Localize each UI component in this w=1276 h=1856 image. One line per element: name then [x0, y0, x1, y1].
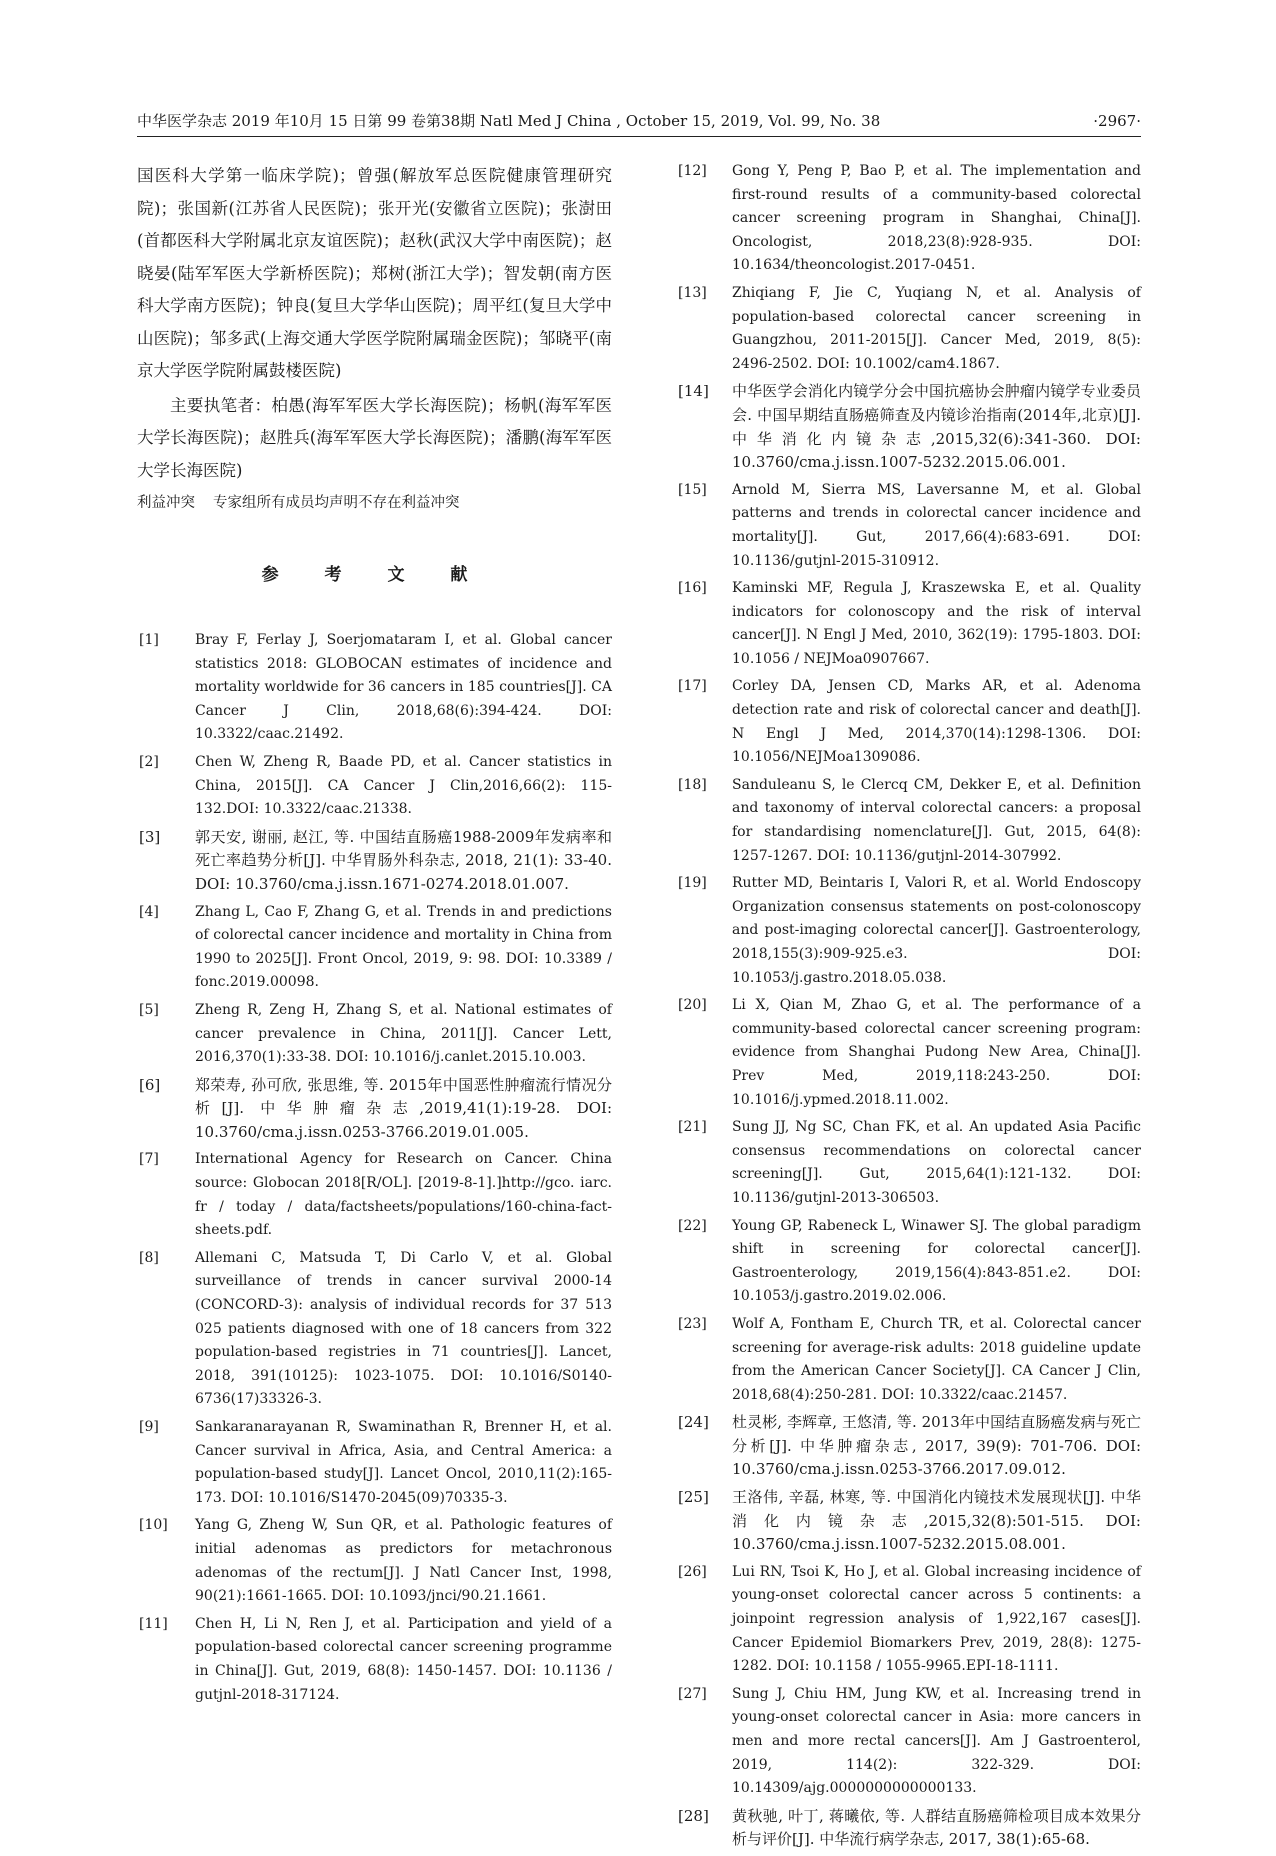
reference-text: Chen H, Li N, Ren J, et al. Participation and yield of a population-based colorectal cancer screening programme in China[J]. Gut, 2019, 68(8): 1450-1457. DOI: 10.1136 / gutjnl-2018-317124.	[195, 1615, 612, 1703]
reference-item	[137, 1247, 612, 1412]
reference-text: Zheng R, Zeng H, Zhang S, et al. National estimates of cancer prevalence in China, 2011[J]. Cancer Lett, 2016,370(1):33-38. DOI: 10.1016/j.canlet.2015.10.003.	[195, 1001, 612, 1066]
reference-text: 郭天安, 谢丽, 赵江, 等. 中国结直肠癌1988-2009年发病率和死亡率趋势分析[J]. 中华胃肠外科杂志, 2018, 21(1): 33-40. DOI: 10.3760/cma.j.issn.1671-0274.2018.01.007.	[195, 827, 612, 893]
reference-text: Sanduleanu S, le Clercq CM, Dekker E, et al. Definition and taxonomy of interval colorectal cancers: a proposal for standardising nomenclature[J]. Gut, 2015, 64(8): 1257-1267. DOI: 10.1136/gutjnl-2014-307992.	[732, 776, 1141, 864]
reference-text: Li X, Qian M, Zhao G, et al. The performance of a community-based colorectal cancer screening program: evidence from Shanghai Pudong New Area, China[J]. Prev Med, 2019,118:243-250. DOI: 10.1016/j.ypmed.2018.11.002.	[732, 997, 1141, 1108]
reference-item	[676, 1683, 1141, 1801]
reference-number: [5]	[139, 1001, 159, 1018]
reference-number: [26]	[678, 1563, 707, 1580]
page-number: ·2967·	[1093, 112, 1141, 130]
reference-item	[676, 160, 1141, 278]
reference-text: International Agency for Research on Cancer. China source: Globocan 2018[R/OL]. [2019-8-1].]http://gco. iarc. fr / today / data/factsheets/populations/160-china-fact-sheets.pdf.	[195, 1151, 612, 1239]
reference-item	[676, 675, 1141, 769]
reference-text: Young GP, Rabeneck L, Winawer SJ. The global paradigm shift in screening for colorectal cancer[J]. Gastroenterology, 2019,156(4):843-851.e2. DOI: 10.1053/j.gastro.2019.02.006.	[732, 1217, 1141, 1305]
reference-text: Yang G, Zheng W, Sun QR, et al. Pathologic features of initial adenomas as predictors for metachronous adenomas of the rectum[J]. J Natl Cancer Inst, 1998, 90(21):1661-1665. DOI: 10.1093/jnci/90.21.1661.	[195, 1517, 612, 1605]
reference-text: Lui RN, Tsoi K, Ho J, et al. Global increasing incidence of young-onset colorectal cancer across 5 continents: a joinpoint regression analysis of 1,922,167 cases[J]. Cancer Epidemiol Biomarkers Prev, 2019, 28(8): 1275-1282. DOI: 10.1158 / 1055-9965.EPI-18-1111.	[732, 1563, 1141, 1675]
reference-number: [9]	[139, 1419, 159, 1435]
reference-number: [3]	[139, 827, 161, 846]
reference-item	[676, 1116, 1141, 1210]
reference-item	[676, 1215, 1141, 1309]
reference-number: [27]	[678, 1685, 707, 1702]
reference-item	[676, 774, 1141, 868]
reference-text: 黄秋驰, 叶丁, 蒋曦依, 等. 人群结直肠癌筛检项目成本效果分析与评价[J]. 中华流行病学杂志, 2017, 38(1):65-68.	[732, 1806, 1141, 1849]
reference-number: [14]	[678, 382, 709, 401]
reference-item	[676, 1805, 1141, 1852]
reference-item	[676, 479, 1141, 573]
reference-item	[676, 380, 1141, 474]
running-header	[137, 106, 1141, 137]
reference-number: [18]	[678, 776, 707, 793]
reference-item	[137, 1148, 612, 1242]
reference-number: [8]	[139, 1249, 159, 1266]
reference-number: [21]	[678, 1119, 707, 1136]
reference-text: Zhang L, Cao F, Zhang G, et al. Trends in and predictions of colorectal cancer incidence and mortality in China from 1990 to 2025[J]. Front Oncol, 2019, 9: 98. DOI: 10.3389 / fonc.2019.00098.	[195, 903, 612, 991]
reference-item	[137, 901, 612, 995]
reference-item	[137, 1514, 612, 1608]
reference-number: [28]	[678, 1806, 709, 1825]
main-writers-paragraph: 主要执笔者：柏愚(海军军医大学长海医院)；杨帆(海军军医大学长海医院)；赵胜兵(海军军医大学长海医院)；潘鹏(海军军医大学长海医院)	[137, 395, 612, 480]
affiliations-paragraph: 国医科大学第一临床学院)；曾强(解放军总医院健康管理研究院)；张国新(江苏省人民医院)；张开光(安徽省立医院)；张澍田(首都医科大学附属北京友谊医院)；赵秋(武汉大学中南医院)；赵晓晏(陆军军医大学新桥医院)；郑树(浙江大学)；智发朝(南方医科大学南方医院)；钟良(复旦大学华山医院)；周平红(复旦大学中山医院)；邹多武(上海交通大学医学院附属瑞金医院)；邹晓平(南京大学医学院附属鼓楼医院)	[137, 166, 612, 380]
reference-item	[676, 1561, 1141, 1679]
reference-number: [17]	[678, 678, 707, 695]
reference-text: Wolf A, Fontham E, Church TR, et al. Colorectal cancer screening for average-risk adults: 2018 guideline update from the American Cancer Society[J]. CA Cancer J Clin, 2018,68(4):250-281. DOI: 10.3322/caac.21457.	[732, 1315, 1141, 1403]
reference-number: [25]	[678, 1488, 709, 1507]
journal-citation-line: 中华医学杂志 2019 年10月 15 日第 99 卷第38期 Natl Med J China , October 15, 2019, Vol. 99, No. 38	[137, 112, 881, 130]
reference-text: Sung JJ, Ng SC, Chan FK, et al. An updated Asia Pacific consensus recommendations on colorectal cancer screening[J]. Gut, 2015,64(1):121-132. DOI: 10.1136/gutjnl-2013-306503.	[732, 1119, 1141, 1206]
reference-number: [1]	[139, 632, 159, 648]
reference-item	[676, 1486, 1141, 1557]
reference-text: Sung J, Chiu HM, Jung KW, et al. Increasing trend in young-onset colorectal cancer in Asia: more cancers in men and more rectal cancers[J]. Am J Gastroenterol, 2019, 114(2): 322-329. DOI: 10.14309/ajg.0000000000000133.	[732, 1685, 1141, 1797]
reference-item	[137, 826, 612, 897]
left-column	[137, 160, 612, 1711]
reference-text: 中华医学会消化内镜学分会中国抗癌协会肿瘤内镜学专业委员会. 中国早期结直肠癌筛查及内镜诊治指南(2014年,北京)[J]. 中华消化内镜杂志,2015,32(6):341-360. DOI: 10.3760/cma.j.issn.1007-5232.2015.06.001.	[732, 382, 1141, 472]
reference-item	[676, 994, 1141, 1112]
reference-number: [19]	[678, 875, 707, 892]
reference-text: Bray F, Ferlay J, Soerjomataram I, et al. Global cancer statistics 2018: GLOBOCAN estimates of incidence and mortality worldwide for 36 cancers in 185 countries[J]. CA Cancer J Clin, 2018,68(6):394-424. DOI: 10.3322/caac.21492.	[195, 632, 612, 743]
reference-text: Gong Y, Peng P, Bao P, et al. The implementation and first-round results of a community-based colorectal cancer screening program in Shanghai, China[J]. Oncologist, 2018,23(8):928-935. DOI: 10.1634/theoncologist.2017-0451.	[732, 163, 1141, 274]
reference-item	[676, 1411, 1141, 1482]
reference-number: [6]	[139, 1075, 161, 1094]
reference-item	[676, 577, 1141, 671]
reference-number: [20]	[678, 997, 707, 1014]
reference-text: 王洛伟, 辛磊, 林寒, 等. 中国消化内镜技术发展现状[J]. 中华消化内镜杂志,2015,32(8):501-515. DOI: 10.3760/cma.j.issn.1007-5232.2015.08.001.	[732, 1488, 1141, 1554]
reference-item	[137, 999, 612, 1070]
reference-item	[137, 1416, 612, 1510]
reference-item	[676, 282, 1141, 376]
reference-number: [10]	[139, 1517, 168, 1534]
reference-item	[137, 751, 612, 822]
reference-number: [2]	[139, 753, 159, 770]
reference-number: [11]	[139, 1615, 168, 1632]
reference-text: Rutter MD, Beintaris I, Valori R, et al. World Endoscopy Organization consensus statements on post-colonoscopy and post-imaging colorectal cancer[J]. Gastroenterology, 2018,155(3):909-925.e3. DOI: 10.1053/j.gastro.2018.05.038.	[732, 875, 1141, 986]
reference-text: 郑荣寿, 孙可欣, 张思维, 等. 2015年中国恶性肿瘤流行情况分析[J]. 中华肿瘤杂志,2019,41(1):19-28. DOI: 10.3760/cma.j.issn.0253-3766.2019.01.005.	[195, 1075, 612, 1141]
reference-number: [22]	[678, 1217, 707, 1234]
coi-label: 利益冲突	[137, 495, 195, 511]
reference-item	[137, 1074, 612, 1145]
reference-text: Kaminski MF, Regula J, Kraszewska E, et al. Quality indicators for colonoscopy and the risk of interval cancer[J]. N Engl J Med, 2010, 362(19): 1795-1803. DOI: 10.1056 / NEJMoa0907667.	[732, 580, 1141, 667]
reference-text: Arnold M, Sierra MS, Laversanne M, et al. Global patterns and trends in colorectal cancer incidence and mortality[J]. Gut, 2017,66(4):683-691. DOI: 10.1136/gutjnl-2015-310912.	[732, 481, 1141, 569]
reference-text: 杜灵彬, 李辉章, 王悠清, 等. 2013年中国结直肠癌发病与死亡分析[J]. 中华肿瘤杂志, 2017, 39(9): 701-706. DOI: 10.3760/cma.j.issn.0253-3766.2017.09.012.	[732, 1413, 1141, 1479]
reference-number: [16]	[678, 580, 707, 597]
reference-number: [23]	[678, 1315, 707, 1332]
references-title: 参 考 文 献	[261, 565, 488, 585]
reference-text: Sankaranarayanan R, Swaminathan R, Brenner H, et al. Cancer survival in Africa, Asia, and Central America: a population-based study[J]. Lancet Oncol, 2010,11(2):165-173. DOI: 10.1016/S1470-2045(09)70335-3.	[195, 1419, 612, 1506]
reference-item	[137, 1613, 612, 1707]
reference-number: [12]	[678, 163, 707, 179]
conflict-of-interest	[137, 489, 612, 517]
coi-text: 专家组所有成员均声明不存在利益冲突	[213, 495, 460, 511]
reference-number: [7]	[139, 1151, 159, 1168]
reference-text: Allemani C, Matsuda T, Di Carlo V, et al. Global surveillance of trends in cancer survival 2000-14 (CONCORD-3): analysis of individual records for 37 513 025 patients diagnosed with one of 18 cancers from 322 population-based registries in 71 countries[J]. Lancet, 2018, 391(10125): 1023-1075. DOI: 10.1016/S0140-6736(17)33326-3.	[195, 1249, 612, 1408]
reference-text: Chen W, Zheng R, Baade PD, et al. Cancer statistics in China, 2015[J]. CA Cancer J Clin,2016,66(2): 115-132.DOI: 10.3322/caac.21338.	[195, 753, 612, 818]
right-column	[676, 160, 1141, 1856]
reference-number: [4]	[139, 903, 159, 920]
reference-number: [24]	[678, 1413, 709, 1432]
reference-item	[676, 872, 1141, 990]
reference-item	[137, 629, 612, 747]
reference-text: Corley DA, Jensen CD, Marks AR, et al. Adenoma detection rate and risk of colorectal cancer and death[J]. N Engl J Med, 2014,370(14):1298-1306. DOI: 10.1056/NEJMoa1309086.	[732, 678, 1141, 766]
reference-number: [13]	[678, 284, 707, 301]
reference-text: Zhiqiang F, Jie C, Yuqiang N, et al. Analysis of population-based colorectal cancer screening in Guangzhou, 2011-2015[J]. Cancer Med, 2019, 8(5): 2496-2502. DOI: 10.1002/cam4.1867.	[732, 284, 1141, 372]
reference-number: [15]	[678, 481, 707, 498]
reference-item	[676, 1313, 1141, 1407]
